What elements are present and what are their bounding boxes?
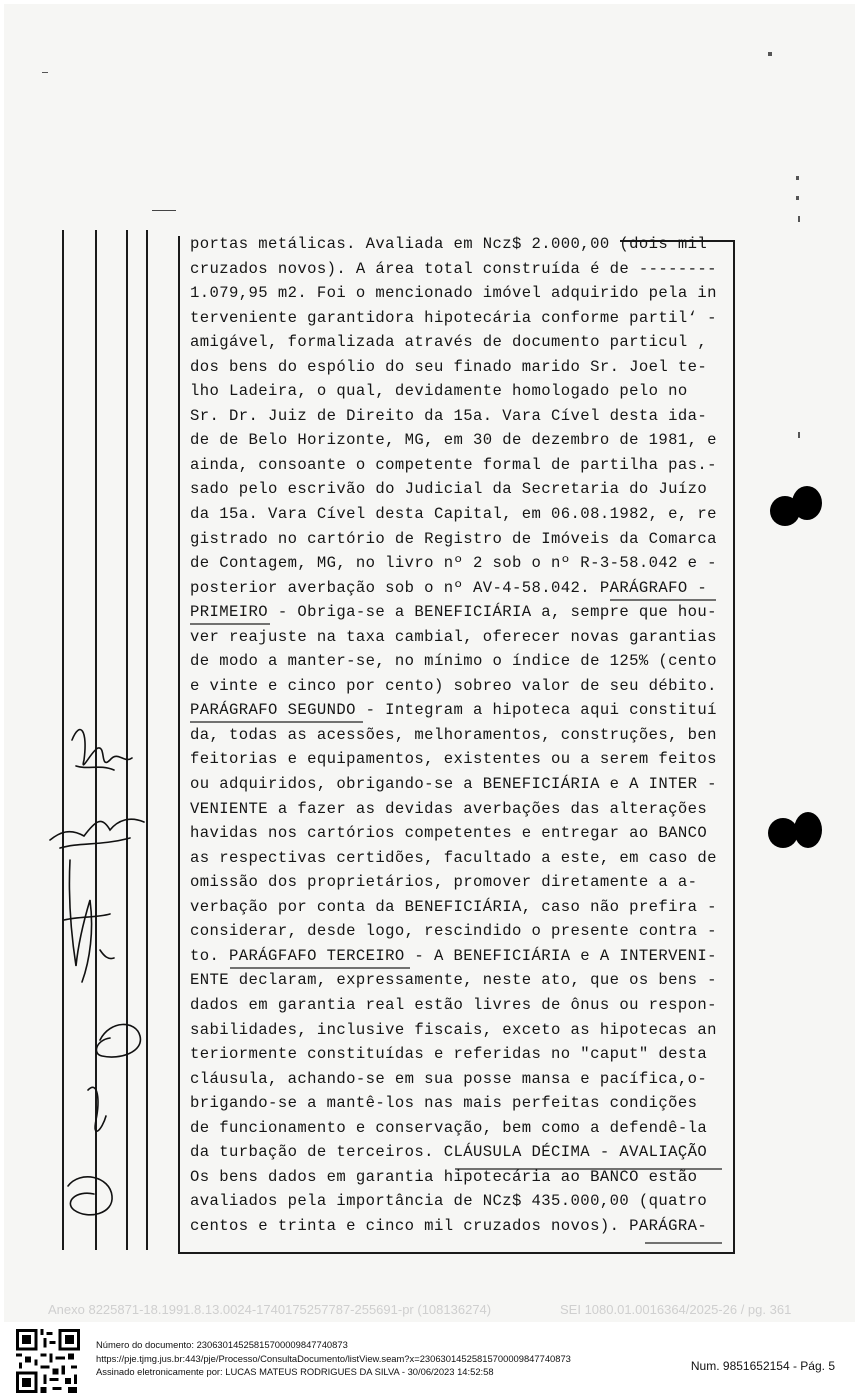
text-line: ainda, consoante o competente formal de partilha pas.- (190, 455, 717, 474)
text-line: cláusula, achando-se em sua posse mansa e pacífica,o- (190, 1069, 708, 1088)
text-line: gistrado no cartório de Registro de Imóveis da Comarca (190, 529, 717, 548)
document-number: Número do documento: 23063014525815700009847740873 (96, 1339, 348, 1350)
text-line: de de Belo Horizonte, MG, em 30 de dezembro de 1981, e (190, 431, 717, 450)
text-line: brigando-se a mantê-los nas mais perfeitas condições (190, 1094, 698, 1113)
text-line: omissão dos proprietários, promover diretamente a a- (190, 873, 698, 892)
scan-speck (798, 216, 800, 222)
scan-speck (768, 52, 772, 56)
text-line: ver reajuste na taxa cambial, oferecer novas garantias (190, 627, 717, 646)
text-line: teriormente constituídas e referidas no "caput" desta (190, 1045, 708, 1064)
text-line: portas metálicas. Avaliada em Ncz$ 2.000,00 (dois mil (190, 235, 708, 253)
text-line: avaliados pela importância de NCz$ 435.000,00 (quatro (190, 1192, 708, 1211)
text-line: dos bens do espólio do seu finado marido Sr. Joel te- (190, 357, 708, 376)
scan-speck (796, 196, 799, 200)
punch-hole (794, 812, 822, 848)
text-line: considerar, desde logo, rescindido o presente contra - (190, 922, 717, 941)
text-line: da, todas as acessões, melhoramentos, construções, ben (190, 725, 717, 744)
text-line: PRIMEIRO - Obriga-se a BENEFICIÁRIA a, sempre que hou- (190, 603, 717, 622)
text-line: ou adquiridos, obrigando-se a BENEFICIÁRIA e A INTER - (190, 775, 717, 794)
text-line: havidas nos cartórios competentes e entregar ao BANCO (190, 824, 708, 843)
text-line: 1.079,95 m2. Foi o mencionado imóvel adquirido pela in (190, 284, 717, 303)
punch-hole (792, 486, 822, 520)
document-url[interactable]: https://pje.tjmg.jus.br:443/pje/Processo/ConsultaDocumento/listView.seam?x=23063014525815700009847740873 (96, 1352, 571, 1364)
text-line: Os bens dados em garantia hipotecária ao BANCO estão (190, 1167, 698, 1186)
text-line: da 15a. Vara Cível desta Capital, em 06.08.1982, e, re (190, 505, 717, 524)
text-line: as respectivas certidões, facultado a este, em caso de (190, 848, 717, 867)
text-line: de funcionamento e conservação, bem como a defendê-la (190, 1118, 708, 1137)
text-line: centos e trinta e cinco mil cruzados novos). PARÁGRA- (190, 1216, 708, 1235)
text-line: ENTE declaram, expressamente, neste ato, que os bens - (190, 971, 717, 990)
scan-speck (798, 432, 800, 438)
page-reference: Num. 9851652154 - Pág. 5 (690, 1359, 835, 1373)
text-line: da turbação de terceiros. CLÁUSULA DÉCIMA - AVALIAÇÃO (190, 1143, 708, 1162)
text-line: de Contagem, MG, no livro nº 2 sob o nº R-3-58.042 e - (190, 554, 717, 573)
scan-speck (42, 72, 48, 73)
text-line: cruzados novos). A área total construída é de -------- (190, 259, 717, 278)
text-line: posterior averbação sob o nº AV-4-58.042. PARÁGRAFO - (190, 578, 708, 597)
scan-speck (796, 176, 799, 180)
text-line: Sr. Dr. Juiz de Direito da 15a. Vara Cível desta ida- (190, 406, 708, 425)
text-line: VENIENTE a fazer as devidas averbações das alterações (190, 799, 708, 818)
electronic-signature-info (96, 1338, 571, 1379)
text-line: to. PARÁGFAFO TERCEIRO - A BENEFICIÁRIA e A INTERVENI- (190, 946, 717, 965)
text-line: amigável, formalizada através de documento particul , (190, 333, 708, 352)
text-line: verbação por conta da BENEFICIÁRIA, caso não prefira - (190, 897, 717, 916)
handwritten-initials (40, 720, 160, 1240)
text-line: PARÁGRAFO SEGUNDO - Integram a hipoteca aqui constituí (190, 701, 717, 720)
text-line: dados em garantia real estão livres de ônus ou respon- (190, 995, 717, 1014)
text-line: terveniente garantidora hipotecária conforme partil‘ - (190, 308, 717, 327)
text-line: sabilidades, inclusive fiscais, exceto as hipotecas an (190, 1020, 717, 1039)
text-line: sado pelo escrivão do Judicial da Secretaria do Juízo (190, 480, 708, 499)
qr-code (16, 1329, 80, 1393)
watermark-sei: SEI 1080.01.0016364/2025-26 / pg. 361 (560, 1302, 792, 1317)
text-line: de modo a manter-se, no mínimo o índice de 125% (cento (190, 652, 717, 671)
text-line: feitorias e equipamentos, existentes ou a serem feitos (190, 750, 717, 769)
text-line: e vinte e cinco por cento) sobreo valor de seu débito. (190, 676, 717, 695)
watermark-annex: Anexo 8225871-18.1991.8.13.0024-1740175257787-255691-pr (108136274) (48, 1302, 492, 1317)
signature-line: Assinado eletronicamente por: LUCAS MATEUS RODRIGUES DA SILVA - 30/06/2023 14:52:58 (96, 1366, 494, 1377)
footer-watermark (48, 1302, 818, 1317)
text-line: lho Ladeira, o qual, devidamente homologado pelo no (190, 382, 688, 401)
